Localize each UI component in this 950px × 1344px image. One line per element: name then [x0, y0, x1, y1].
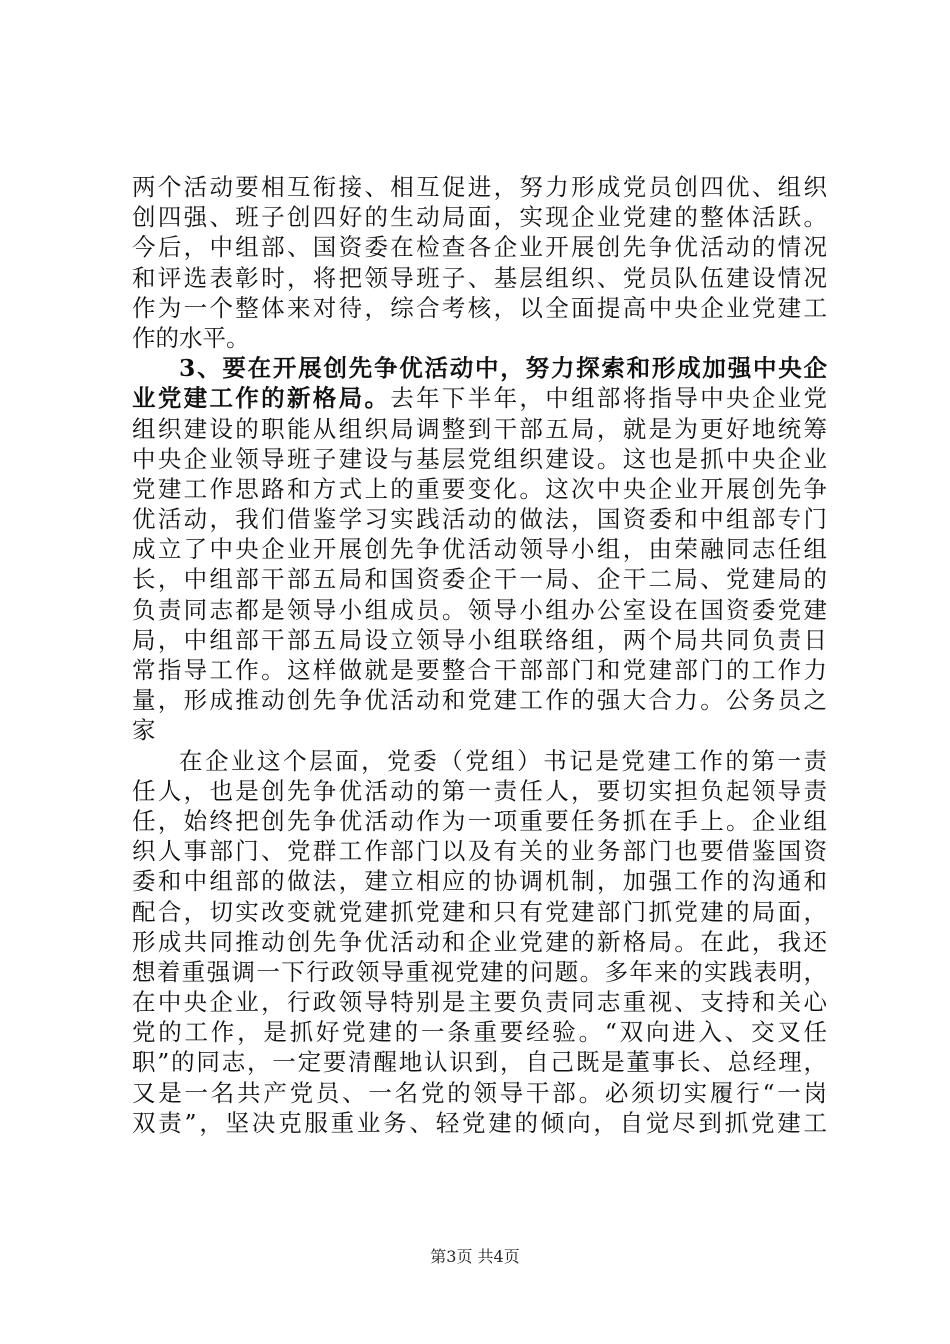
text-line: 委和中组部的做法，建立相应的协调机制，加强工作的沟通和: [132, 867, 827, 896]
text-line: 党的工作，是抓好党建的一条重要经验。“双向进入、交叉任: [132, 1018, 827, 1047]
text-line: 作的水平。: [132, 323, 250, 352]
text-line: 创四强、班子创四好的生动局面，实现企业党建的整体活跃。: [132, 203, 827, 232]
text-line: 家: [132, 716, 156, 745]
text-line: 和评选表彰时，将把领导班子、基层组织、党员队伍建设情况: [132, 263, 827, 292]
text-line: 在中央企业，行政领导特别是主要负责同志重视、支持和关心: [132, 988, 827, 1017]
text-line: 作为一个整体来对待，综合考核，以全面提高中央企业党建工: [132, 293, 827, 322]
text-line: 负责同志都是领导小组成员。领导小组办公室设在国资委党建: [132, 595, 827, 624]
text-line: 织人事部门、党群工作部门以及有关的业务部门也要借鉴国资: [132, 837, 827, 866]
page-number-footer: 第3页 共4页: [430, 1247, 520, 1266]
text-line: 组织建设的职能从组织局调整到干部五局，就是为更好地统筹: [132, 414, 827, 443]
text-line: 双责”，坚决克服重业务、轻党建的倾向，自觉尽到抓党建工: [132, 1108, 827, 1137]
text-line: 想着重强调一下行政领导重视党建的问题。多年来的实践表明，: [132, 957, 827, 986]
section-heading-line: 3、要在开展创先争优活动中，努力探索和形成加强中央企: [179, 354, 827, 383]
text-line: 任人，也是创先争优活动的第一责任人，要切实担负起领导责: [132, 776, 827, 805]
text-span: 去年下半年，中组部将指导中央企业党: [390, 384, 828, 413]
text-line: 任，始终把创先争优活动作为一项重要任务抓在手上。企业组: [132, 806, 827, 835]
text-line: 量，形成推动创先争优活动和党建工作的强大合力。公务员之: [132, 686, 827, 715]
text-line: 形成共同推动创先争优活动和企业党建的新格局。在此，我还: [132, 927, 827, 956]
document-body: [132, 172, 827, 1138]
text-line: 配合，切实改变就党建抓党建和只有党建部门抓党建的局面，: [132, 897, 827, 926]
text-line: 职”的同志，一定要清醒地认识到，自己既是董事长、总经理，: [132, 1048, 827, 1077]
text-line: 优活动，我们借鉴学习实践活动的做法，国资委和中组部专门: [132, 505, 827, 534]
section-heading-tail: 业党建工作的新格局。: [132, 384, 391, 413]
text-line: [132, 383, 827, 413]
text-line: 局，中组部干部五局设立领导小组联络组，两个局共同负责日: [132, 625, 827, 654]
text-line: 长，中组部干部五局和国资委企干一局、企干二局、党建局的: [132, 565, 827, 594]
text-line: 在企业这个层面，党委（党组）书记是党建工作的第一责: [179, 746, 827, 775]
text-line: 常指导工作。这样做就是要整合干部部门和党建部门的工作力: [132, 656, 827, 684]
text-line: 今后，中组部、国资委在检查各企业开展创先争优活动的情况: [132, 233, 827, 262]
text-line: 中央企业领导班子建设与基层党组织建设。这也是抓中央企业: [132, 444, 827, 473]
text-line: 又是一名共产党员、一名党的领导干部。必须切实履行“一岗: [132, 1078, 827, 1107]
text-line: 党建工作思路和方式上的重要变化。这次中央企业开展创先争: [132, 474, 827, 503]
text-line: 成立了中央企业开展创先争优活动领导小组，由荣融同志任组: [132, 535, 827, 564]
text-line: 两个活动要相互衔接、相互促进，努力形成党员创四优、组织: [132, 173, 827, 201]
